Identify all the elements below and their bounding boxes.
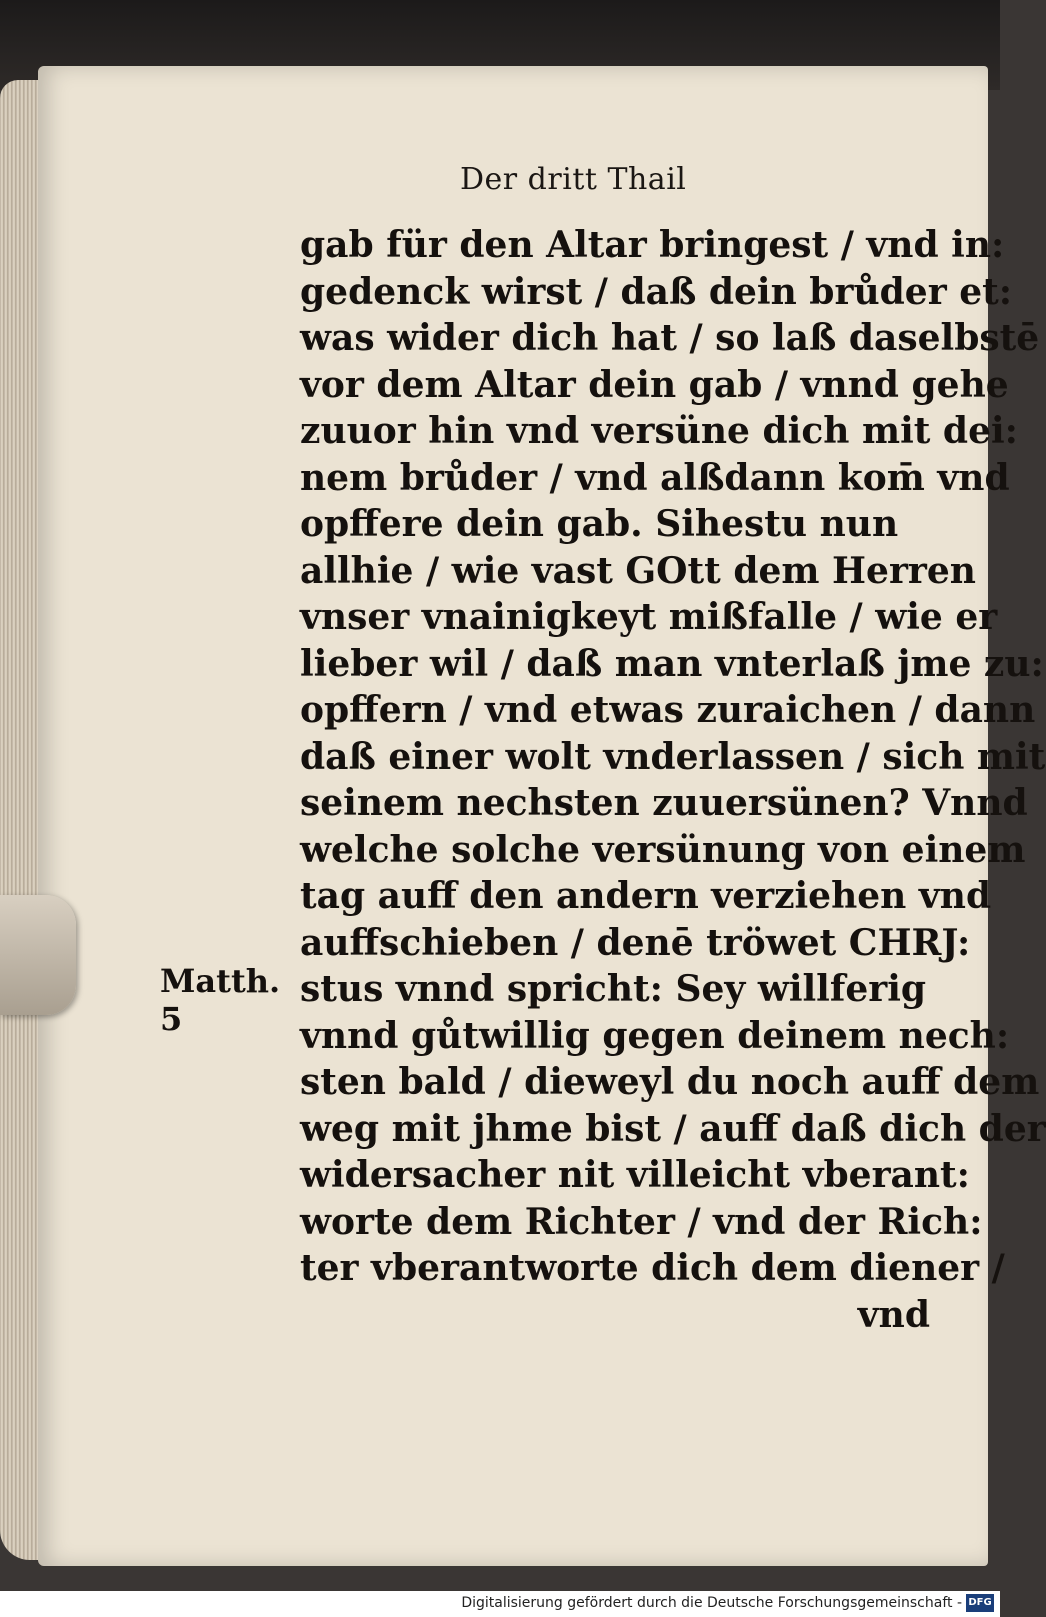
text-line: gab für den Altar bringest / vnd in:	[300, 224, 1005, 266]
text-line: vnser vnainigkeyt mißfalle / wie er	[300, 596, 998, 638]
text-line: allhie / wie vast GOtt dem Herren	[300, 549, 976, 592]
text-line: worte dem Richter / vnd der Rich:	[300, 1200, 983, 1243]
text-line: daß einer wolt vnderlassen / sich mit	[300, 735, 1046, 778]
footer-bar	[0, 1591, 1000, 1617]
text-line: nem brůder / vnd alßdann kom̄ vnd	[300, 456, 1010, 499]
body-text	[300, 222, 1046, 1338]
catchword: vnd	[857, 1293, 930, 1336]
text-line: vor dem Altar dein gab / vnnd gehe	[300, 363, 1009, 406]
text-line: lieber wil / daß man vnterlaß jme zu:	[300, 642, 1044, 685]
text-line: vnnd gůtwillig gegen deinem nech:	[300, 1014, 1010, 1057]
text-line: widersacher nit villeicht vberant:	[300, 1154, 970, 1196]
bookmark-tab	[0, 895, 76, 1015]
text-line: sten bald / dieweyl du noch auff dem	[300, 1061, 1040, 1103]
text-line: tag auff den andern verziehen vnd	[300, 875, 992, 917]
text-line: seinem nechsten zuuersünen? Vnnd	[300, 782, 1028, 824]
text-line: zuuor hin vnd versüne dich mit dei:	[300, 410, 1018, 452]
text-line: opffere dein gab. Sihestu nun	[300, 503, 899, 545]
text-line: weg mit jhme bist / auff daß dich der	[300, 1107, 1046, 1150]
dfg-logo: DFG	[966, 1594, 994, 1612]
text-line: gedenck wirst / daß dein brůder et:	[300, 270, 1013, 313]
footer-credit: Digitalisierung gefördert durch die Deutsche Forschungsgemeinschaft -	[461, 1595, 962, 1611]
text-line: ter vberantworte dich dem diener /	[300, 1247, 1005, 1289]
text-line: opffern / vnd etwas zuraichen / dann	[300, 689, 1036, 731]
text-line: welche solche versünung von einem	[300, 828, 1026, 871]
text-line: was wider dich hat / so laß daselbstē	[300, 317, 1040, 359]
running-header: Der dritt Thail	[460, 162, 687, 197]
margin-reference: Matth. 5	[160, 962, 281, 1038]
text-line: auffschieben / denē tröwet CHRJ:	[300, 921, 971, 964]
text-line: stus vnnd spricht: Sey willferig	[300, 968, 927, 1010]
